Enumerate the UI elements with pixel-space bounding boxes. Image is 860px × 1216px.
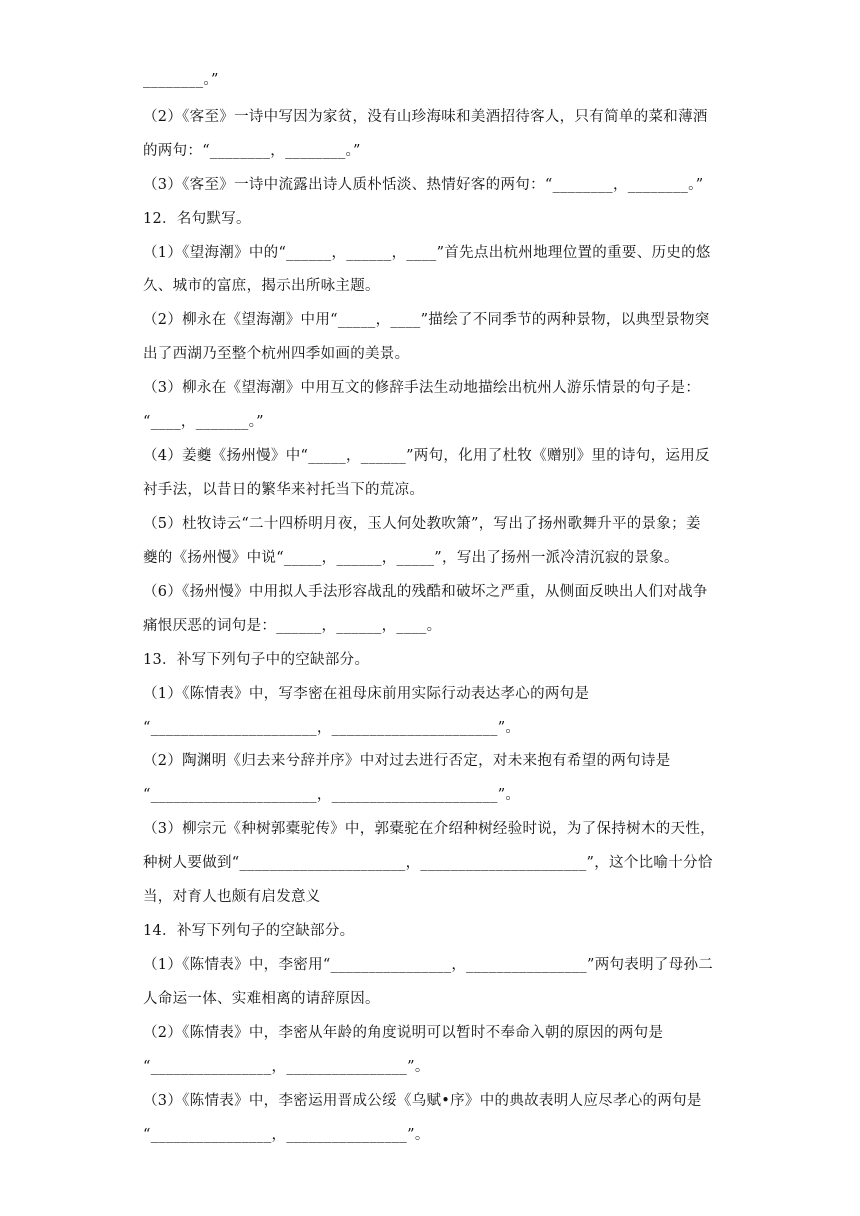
text-line: 出了西湖乃至整个杭州四季如画的美景。	[143, 346, 410, 362]
text-line: 久、城市的富庶，揭示出所咏主题。	[143, 278, 380, 294]
text-line: 人命运一体、实难相离的请辞原因。	[143, 991, 380, 1007]
text-line: ________。”	[143, 72, 219, 88]
text-line: “________________，________________”。	[143, 1127, 430, 1143]
text-line: （2）《客至》一诗中写因为家贫，没有山珍海味和美酒招待客人，只有简单的菜和薄酒	[143, 109, 708, 125]
text-line: （2）柳永在《望海潮》中用“_____，____”描绘了不同季节的两种景物，以典型景物突	[143, 312, 710, 328]
text-line: 当，对育人也颇有启发意义	[143, 889, 321, 905]
text-line: “______________________，______________________”。	[143, 787, 521, 803]
text-line: （2）《陈情表》中，李密从年龄的角度说明可以暂时不奉命入朝的原因的两句是	[143, 1025, 664, 1041]
text-line: “________________，________________”。	[143, 1059, 430, 1075]
text-line: （3）《客至》一诗中流露出诗人质朴恬淡、热情好客的两句：“________，________。”	[143, 177, 704, 193]
text-line: （6）《扬州慢》中用拟人手法形容战乱的残酷和破坏之严重，从侧面反映出人们对战争	[143, 584, 708, 600]
text-line: 衬手法，以昔日的繁华来衬托当下的荒凉。	[143, 482, 425, 498]
question-heading: 13．补写下列句子中的空缺部分。	[143, 652, 370, 668]
question-heading: 14．补写下列句子的空缺部分。	[143, 923, 355, 939]
text-line: （1）《陈情表》中，写李密在祖母床前用实际行动表达孝心的两句是	[143, 686, 590, 702]
text-line: “______________________，______________________”。	[143, 720, 521, 736]
text-line: （4）姜夔《扬州慢》中“_____，______”两句，化用了杜牧《赠别》里的诗句，运用反	[143, 448, 710, 464]
text-line: （2）陶渊明《归去来兮辞并序》中对过去进行否定，对未来抱有希望的两句诗是	[143, 753, 671, 769]
text-line: 夔的《扬州慢》中说“_____，______，_____”，写出了扬州一派冷清沉寂的景象。	[143, 550, 679, 566]
text-line: 种树人要做到“______________________，______________________”，这个比喻十分恰	[143, 855, 713, 871]
text-line: （3）《陈情表》中，李密运用晋成公绥《乌赋•序》中的典故表明人应尽孝心的两句是	[143, 1093, 702, 1109]
text-line: （1）《陈情表》中，李密用“________________，________________”两句表明了母孙二	[143, 957, 714, 973]
text-line: （1）《望海潮》中的“______，______，____”首先点出杭州地理位置的重要、历史的悠	[143, 245, 711, 261]
text-line: （3）柳永在《望海潮》中用互文的修辞手法生动地描绘出杭州人游乐情景的句子是：	[143, 380, 701, 396]
text-line: （5）杜牧诗云“二十四桥明月夜，玉人何处教吹箫”，写出了扬州歌舞升平的景象；姜	[143, 516, 701, 532]
text-line: 的两句：“________，________。”	[143, 143, 361, 159]
text-line: （3）柳宗元《种树郭橐驼传》中，郭橐驼在介绍种树经验时说，为了保持树木的天性，	[143, 821, 715, 837]
question-heading: 12．名句默写。	[143, 211, 251, 227]
text-line: 痛恨厌恶的词句是：______，______，____。	[143, 618, 442, 634]
text-line: “____，_______。”	[143, 414, 264, 430]
